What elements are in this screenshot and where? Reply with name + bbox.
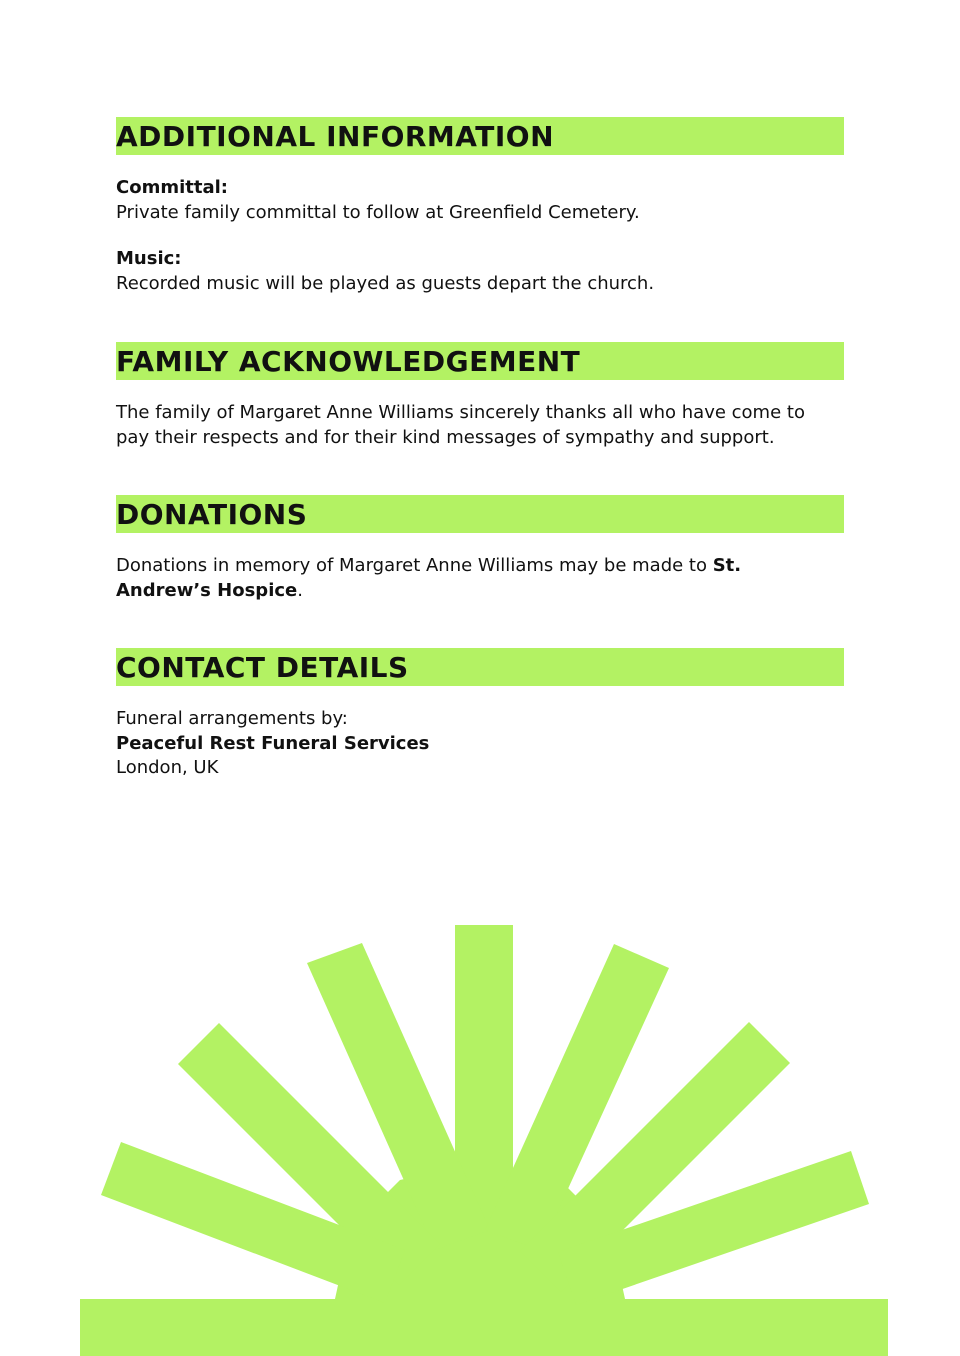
donations-period: . — [297, 579, 303, 601]
family-text-line-2: pay their respects and for their kind messages of sympathy and support. — [116, 426, 775, 448]
contact-intro: Funeral arrangements by: — [116, 708, 348, 729]
donations-text — [116, 554, 844, 603]
donations-intro: Donations in memory of Margaret Anne Williams may be made to — [116, 555, 713, 576]
contact-details-block — [116, 707, 844, 781]
family-acknowledgement-text — [116, 401, 844, 450]
committal-text: Private family committal to follow at Greenfield Cemetery. — [116, 201, 640, 223]
music-text: Recorded music will be played as guests depart the church. — [116, 272, 655, 294]
charity-name-part-1: St. — [712, 555, 742, 576]
contact-details-heading: CONTACT DETAILS — [116, 648, 844, 686]
family-acknowledgement-heading: FAMILY ACKNOWLEDGEMENT — [116, 342, 844, 380]
charity-name-part-2: Andrew’s Hospice — [116, 579, 298, 601]
donations-line-1 — [116, 554, 844, 579]
donations-line-2 — [116, 579, 844, 604]
family-text-line-1: The family of Margaret Anne Williams sincerely thanks all who have come to — [116, 402, 805, 423]
committal-block — [116, 176, 844, 225]
sunburst-base — [80, 1299, 888, 1356]
funeral-company-location: London, UK — [116, 757, 219, 778]
additional-information-heading: ADDITIONAL INFORMATION — [116, 117, 844, 155]
committal-label: Committal: — [116, 177, 228, 198]
document-content — [116, 117, 844, 781]
funeral-company-name: Peaceful Rest Funeral Services — [116, 732, 430, 754]
music-block — [116, 247, 844, 296]
donations-heading: DONATIONS — [116, 495, 844, 533]
sunburst-icon — [0, 900, 960, 1356]
music-label: Music: — [116, 248, 182, 269]
